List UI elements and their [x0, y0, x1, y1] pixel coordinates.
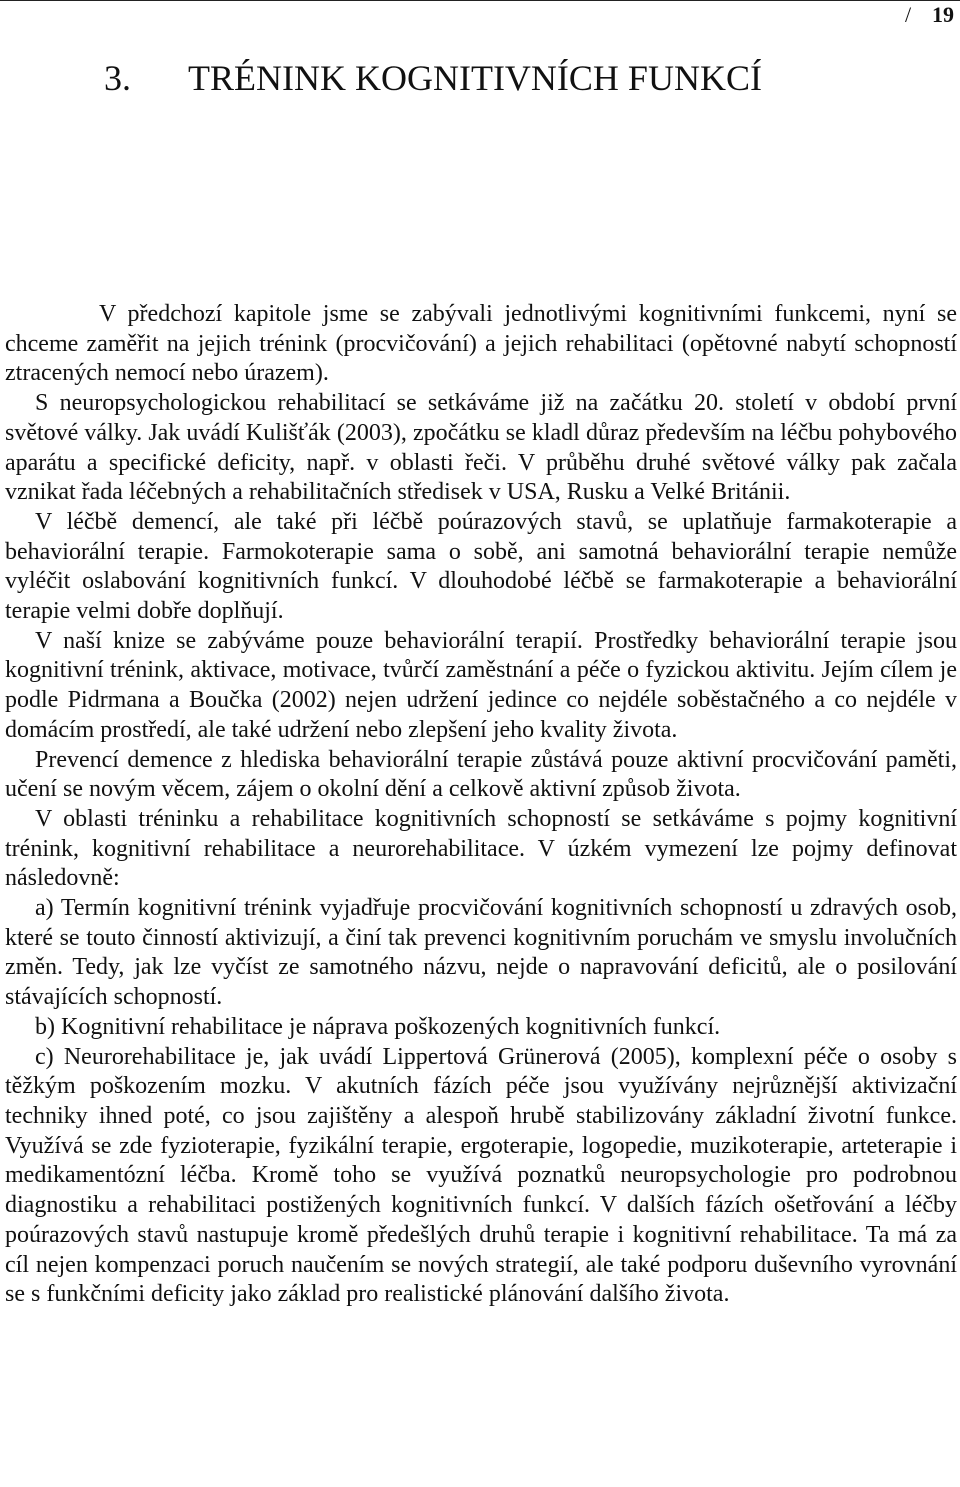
body-text	[5, 300, 957, 1310]
paragraph-terms: V oblasti tréninku a rehabilitace kognitivních schopností se setkáváme s pojmy kognitivní trénink, kognitivní rehabilitace a neurorehabilitace. V úzkém vymezení lze pojmy definovat následovně:	[5, 805, 957, 892]
page-header	[0, 0, 960, 28]
paragraph-therapy: V léčbě demencí, ale také při léčbě poúrazových stavů, se uplatňuje farmakoterapie a behaviorální terapie. Farmokoterapie sama o sobě, ani samotná behaviorální terapie nemůže vyléčit oslabování kognitivních funkcí. V dlouhodobé léčbě se farmakoterapie a behaviorální terapie velmi dobře doplňují.	[5, 508, 957, 625]
page-number: 19	[932, 2, 954, 27]
paragraph-term-c: c) Neurorehabilitace je, jak uvádí Lippertová Grünerová (2005), komplexní péče o osoby s těžkým poškozením mozku. V akutních fázích péče jsou využívány nejrůznější aktivizační techniky ihned poté, co jsou zajištěny a alespoň hrubě stabilizovány základní životní funkce. Využívá se zde fyzioterapie, fyzikální terapie, ergoterapie, logopedie, muzikoterapie, arteterapie i medikamentózní léčba. Kromě toho se využívá poznatků neuropsychologie pro podrobnou diagnostiku a rehabilitaci postižených kognitivních funkcí. V dalších fázích ošetřování a léčby poúrazových stavů nastupuje kromě předešlých druhů terapie i kognitivní rehabilitace. Ta má za cíl nejen kompenzaci poruch naučením se nových strategií, ale také podporu duševního vyrovnání se s funkčními deficity jako základ pro realistické plánování dalšího života.	[5, 1043, 957, 1308]
chapter-number: 3.	[104, 58, 131, 98]
paragraph-history: S neuropsychologickou rehabilitací se setkáváme již na začátku 20. století v období první světové války. Jak uvádí Kulišťák (2003), zpočátku se kladl důraz především na léčbu pohybového aparátu a specifické deficity, např. v oblasti řeči. V průběhu druhé světové války pak začala vznikat řada léčebných a rehabilitačních středisek v USA, Rusku a Velké Británii.	[5, 390, 957, 506]
page-number-separator: /	[905, 2, 912, 27]
paragraph-intro: V předchozí kapitole jsme se zabývali jednotlivými kognitivními funkcemi, nyní se chceme zaměřit na jejich trénink (procvičování) a jejich rehabilitaci (opětovné nabytí schopností ztracených nemocí nebo úrazem).	[5, 301, 957, 387]
chapter-title-text: TRÉNINK KOGNITIVNÍCH FUNKCÍ	[188, 58, 762, 98]
paragraph-term-b: b) Kognitivní rehabilitace je náprava poškozených kognitivních funkcí.	[35, 1013, 721, 1040]
paragraph-prevention: Prevencí demence z hlediska behaviorální terapie zůstává pouze aktivní procvičování paměti, učení se novým věcem, zájem o okolní dění a celkově aktivní způsob života.	[5, 746, 957, 803]
paragraph-term-a: a) Termín kognitivní trénink vyjadřuje procvičování kognitivních schopností u zdravých osob, které se touto činností aktivizují, a činí tak prevenci kognitivním poruchám ve smyslu involučních změn. Tedy, jak lze vyčíst ze samotného názvu, nejde o napravování deficitů, ale o posilování stávajících schopností.	[5, 895, 957, 1011]
paragraph-behavioral: V naší knize se zabýváme pouze behaviorální terapií. Prostředky behaviorální terapie jsou kognitivní trénink, aktivace, motivace, tvůrčí zaměstnání a péče o fyzickou aktivitu. Jejím cílem je podle Pidrmana a Boučka (2002) nejen udržení jedince co nejdéle soběstačného a co nejdéle v domácím prostředí, ale také udržení nebo zlepšení jeho kvality života.	[5, 627, 957, 743]
